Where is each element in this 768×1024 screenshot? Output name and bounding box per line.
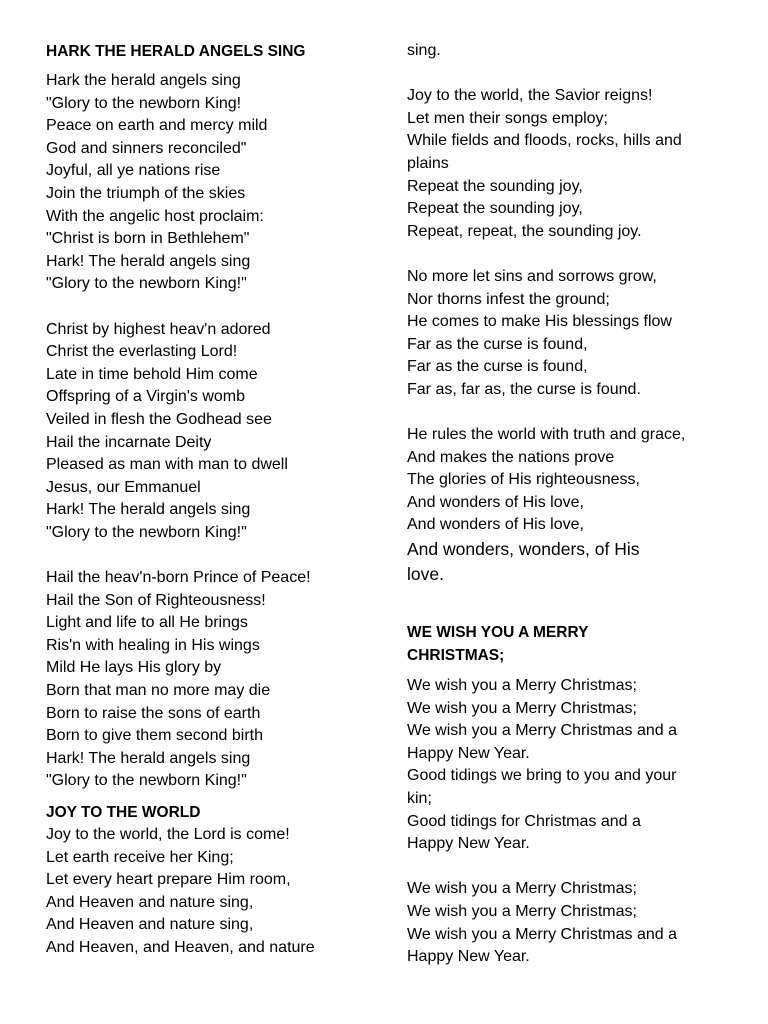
lyric-line: We wish you a Merry Christmas and a [407,925,678,943]
lyric-line: Join the triumph of the skies [46,184,246,202]
lyric-line: Good tidings we bring to you and your [407,767,677,785]
lyric-line: Christ the everlasting Lord! [46,343,238,361]
lyric-line: Late in time behold Him come [46,365,258,383]
lyric-line: The glories of His righteousness, [407,471,640,489]
lyric-line: Christ by highest heav'n adored [46,320,271,338]
lyric-line: And Heaven, and Heaven, and nature [46,938,315,956]
lyric-line: Born to give them second birth [46,727,264,745]
lyric-line: kin; [407,790,432,808]
song-title: WE WISH YOU A MERRY [407,624,589,642]
stanza-break [46,544,376,567]
lyric-line: Hark! The herald angels sing [46,252,251,270]
lyric-line: Hark! The herald angels sing [46,749,251,767]
lyric-line: "Glory to the newborn King!" [46,523,247,541]
lyric-line: We wish you a Merry Christmas; [407,880,637,898]
lyric-line: And wonders of His love, [407,516,584,534]
lyric-line: Happy New Year. [407,835,530,853]
lyric-line: Let earth receive her King; [46,848,234,866]
lyric-line: Hark the herald angels sing [46,72,241,89]
lyric-line: Joy to the world, the Lord is come! [46,826,290,843]
stanza-break [407,243,747,266]
lyric-line: With the angelic host proclaim: [46,207,264,225]
lyric-line: Joyful, all ye nations rise [46,162,221,180]
stanza-break [407,856,747,879]
lyric-line: And Heaven and nature sing, [46,916,254,934]
lyric-line: "Glory to the newborn King! [46,94,242,112]
lyric-line: And Heaven and nature sing, [46,893,254,911]
lyric-line: While fields and floods, rocks, hills and [407,132,682,150]
lyric-line: Veiled in flesh the Godhead see [46,410,272,428]
lyric-line: "Glory to the newborn King!" [46,772,247,790]
lyric-line: Far as the curse is found, [407,335,588,353]
lyric-line: Hail the incarnate Deity [46,433,212,451]
lyric-line: We wish you a Merry Christmas; [407,677,637,695]
lyric-line: Far as the curse is found, [407,358,588,376]
lyric-line: No more let sins and sorrows grow, [407,267,657,285]
stanza-break [46,296,376,319]
lyric-line: Pleased as man with man to dwell [46,456,288,474]
lyric-line: Let men their songs employ; [407,109,608,127]
lyric-line: Born that man no more may die [46,682,271,700]
lyric-line: Hark! The herald angels sing [46,501,251,519]
lyric-line: Good tidings for Christmas and a [407,812,641,830]
lyric-line: We wish you a Merry Christmas; [407,699,637,717]
lyric-line: Repeat the sounding joy, [407,200,583,218]
lyric-line: "Glory to the newborn King!" [46,275,247,293]
lyric-line: Let every heart prepare Him room, [46,871,291,889]
lyric-line: He comes to make His blessings flow [407,313,672,331]
lyric-line: Far as, far as, the curse is found. [407,380,641,398]
lyric-line: And wonders of His love, [407,493,584,511]
lyric-line: Peace on earth and mercy mild [46,117,268,135]
lyric-line: Mild He lays His glory by [46,659,222,677]
stanza-break [407,63,747,86]
lyric-line: Light and life to all He brings [46,614,248,632]
stanza-break [407,402,747,425]
lyric-line: Jesus, our Emmanuel [46,478,201,496]
lyric-line: Ris'n with healing in His wings [46,636,260,654]
lyric-line: Repeat the sounding joy, [407,177,583,195]
lyric-line: Repeat, repeat, the sounding joy. [407,222,642,240]
lyric-line: sing. [407,42,441,59]
lyric-line: God and sinners reconciled" [46,139,247,157]
lyric-line: Nor thorns infest the ground; [407,290,610,308]
left-column [46,40,376,960]
lyric-line: Joy to the world, the Savior reigns! [407,87,653,105]
lyric-line: "Christ is born in Bethlehem" [46,230,250,248]
lyric-line: plains [407,154,449,172]
lyric-line: We wish you a Merry Christmas; [407,903,637,920]
right-column [407,40,747,969]
song-title: HARK THE HERALD ANGELS SING [46,43,306,60]
lyric-line: And wonders, wonders, of His [407,539,640,560]
lyric-line: Happy New Year. [407,948,530,966]
lyric-line: And makes the nations prove [407,448,615,466]
lyric-line: Hail the Son of Righteousness! [46,591,266,609]
lyric-line: Happy New Year. [407,744,530,762]
lyric-line: He rules the world with truth and grace, [407,426,686,444]
lyric-line: Offspring of a Virgin's womb [46,388,245,406]
lyric-line: Born to raise the sons of earth [46,704,261,722]
lyric-line: We wish you a Merry Christmas and a [407,722,678,740]
song-title: CHRISTMAS; [407,647,505,665]
lyric-line: Hail the heav'n-born Prince of Peace! [46,569,311,587]
lyric-line: love. [407,563,444,584]
song-title: JOY TO THE WORLD [46,804,201,821]
